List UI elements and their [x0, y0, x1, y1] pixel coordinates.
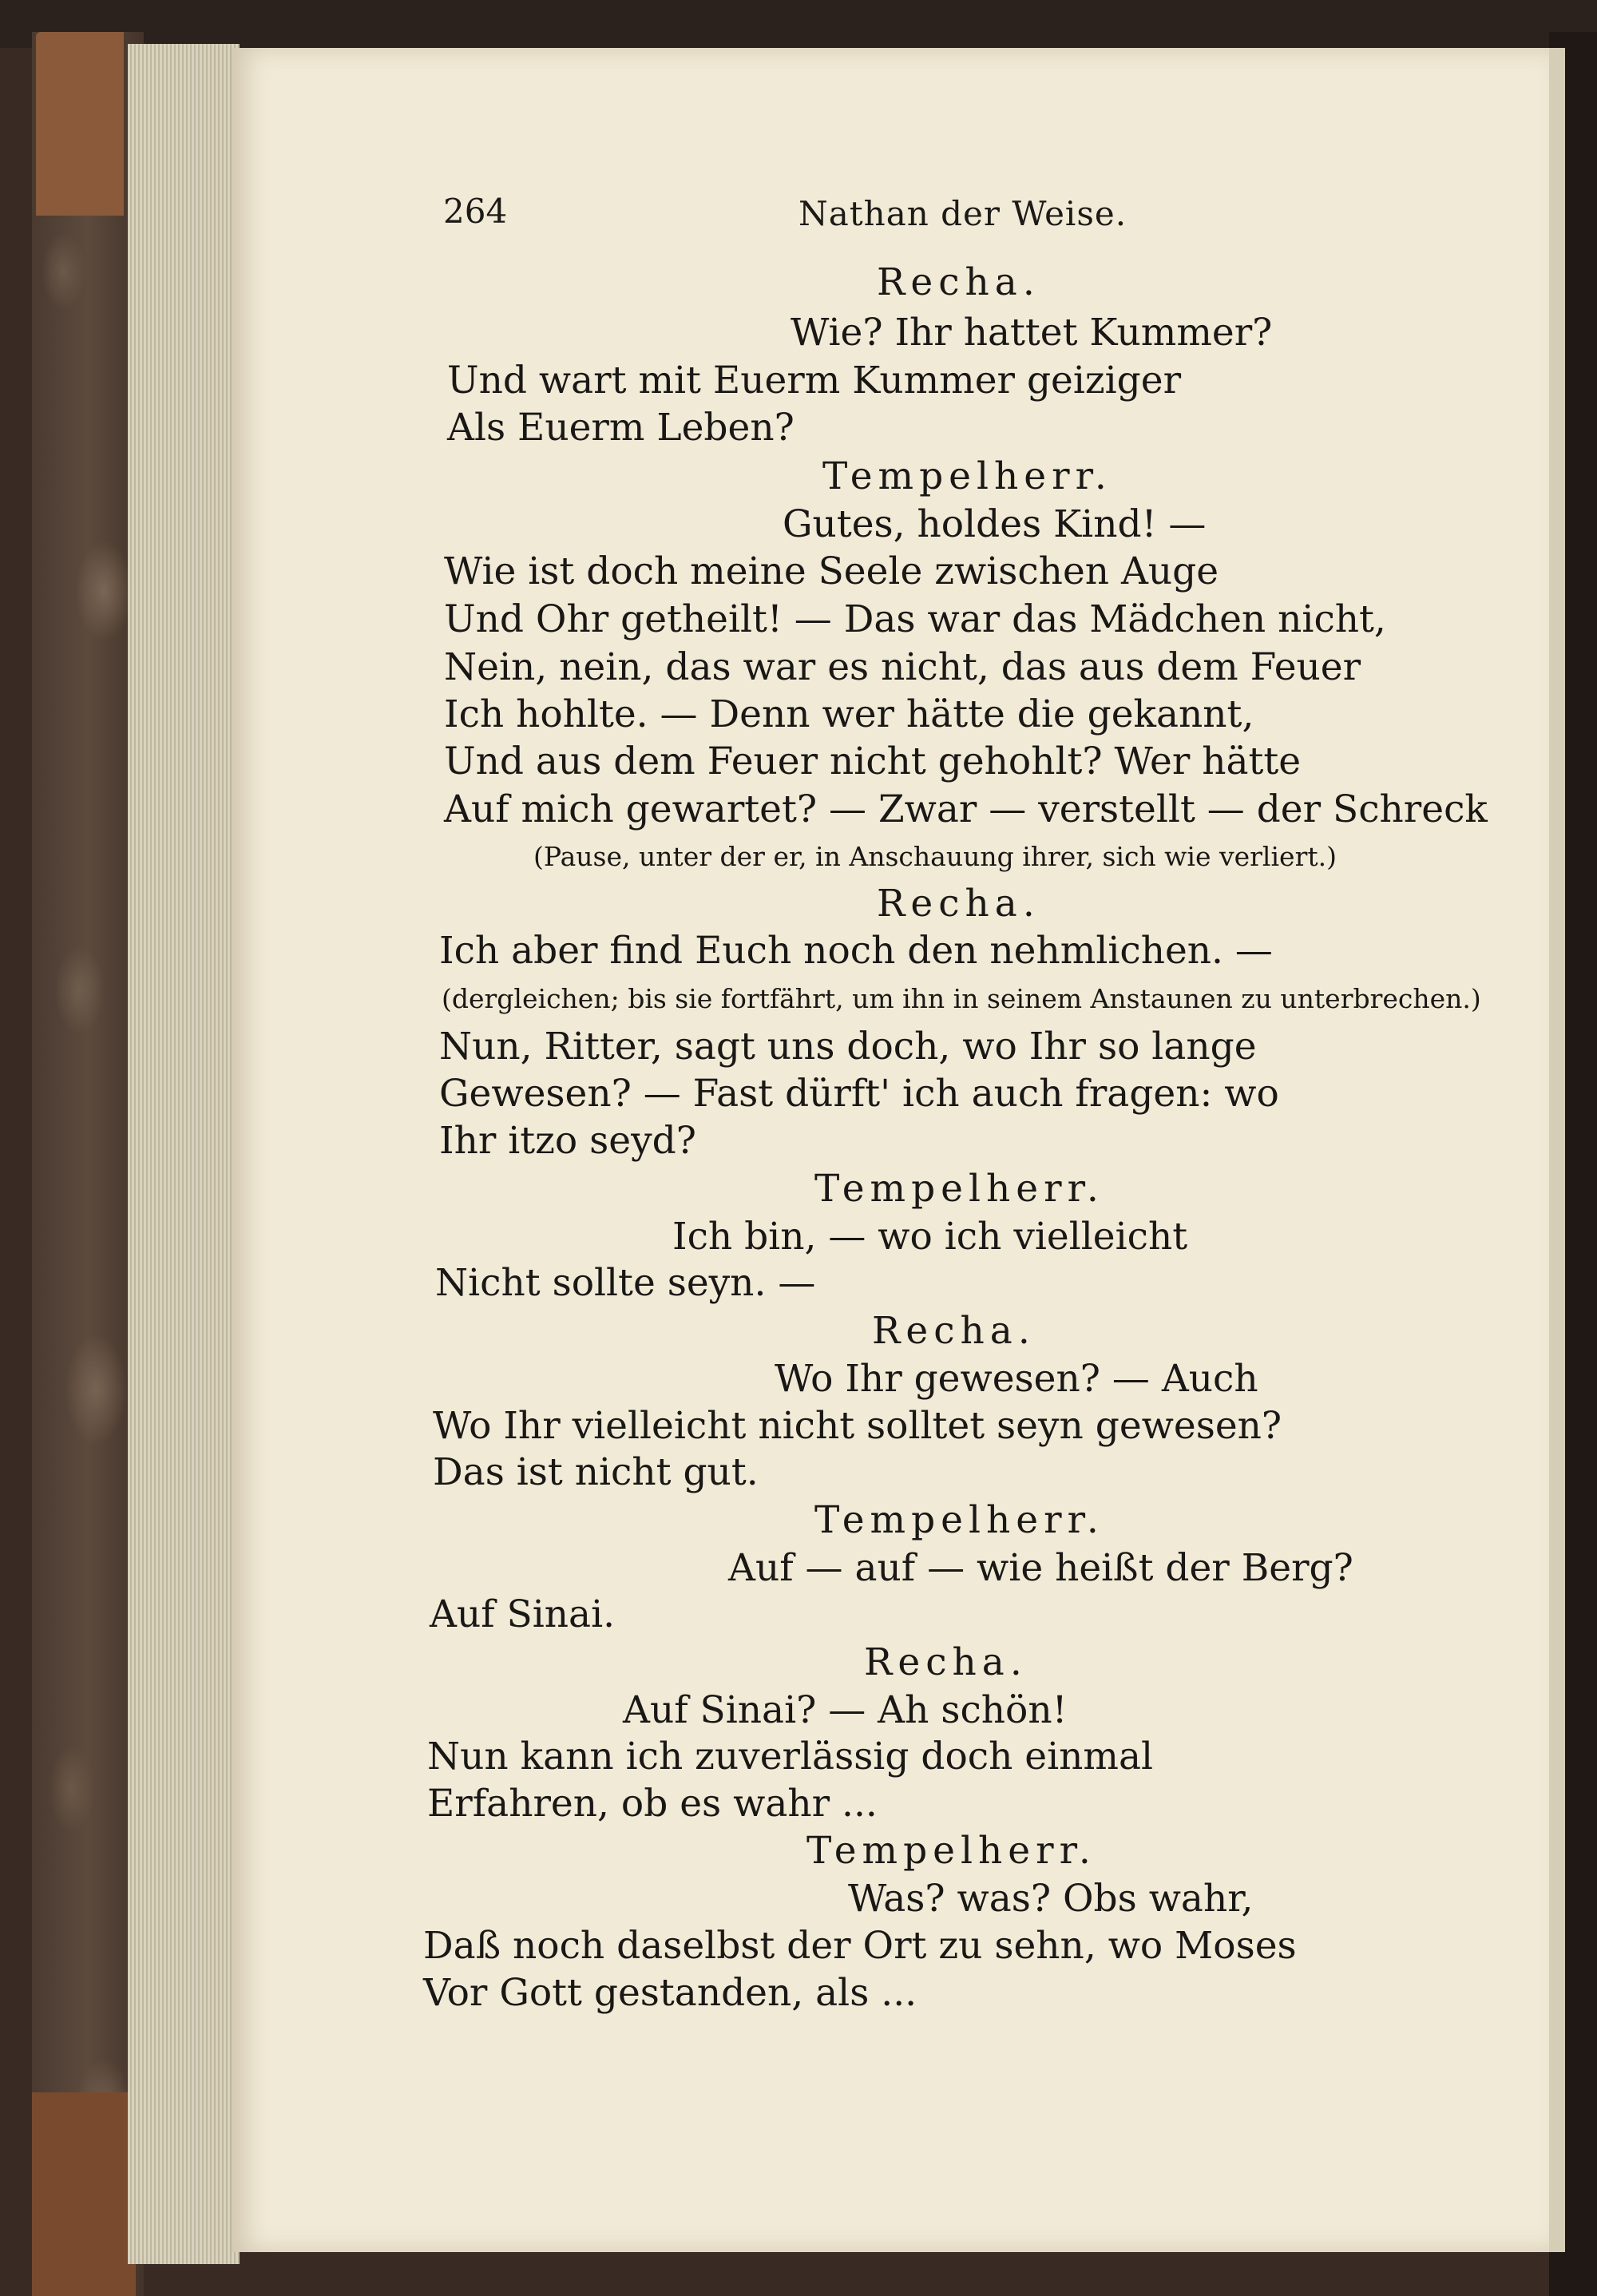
stage-direction: (dergleichen; bis sie fortfährt, um ihn in seinem Anstaunen zu unterbrechen.) [442, 983, 1481, 1014]
verse-line: Vor Gott gestanden, als ... [423, 1971, 917, 2015]
speaker-name: Tempelherr. [822, 454, 1112, 498]
book-cover-top [0, 0, 1597, 48]
verse-line: Auf Sinai. [430, 1592, 616, 1636]
verse-line: Gewesen? — Fast dürft' ich auch fragen: wo [439, 1072, 1279, 1116]
verse-line: Und wart mit Euerm Kummer geiziger [447, 359, 1182, 402]
leather-corner-bottom [32, 2092, 136, 2296]
speaker-name: Recha. [864, 1640, 1028, 1684]
leather-corner-top [36, 32, 124, 216]
verse-line: Ihr itzo seyd? [439, 1119, 696, 1163]
page-right-edge [1549, 48, 1565, 2252]
verse-line: Nein, nein, das war es nicht, das aus dem Feuer [444, 645, 1361, 689]
verse-line: Und Ohr getheilt! — Das war das Mädchen nicht, [444, 597, 1386, 641]
speaker-name: Recha. [877, 260, 1040, 304]
verse-line: Auf — auf — wie heißt der Berg? [728, 1546, 1353, 1590]
verse-line: Auf mich gewartet? — Zwar — verstellt — der Schreck [444, 787, 1488, 831]
verse-line: Als Euerm Leben? [447, 406, 795, 450]
verse-line: Daß noch daselbst der Ort zu sehn, wo Moses [423, 1924, 1297, 1968]
speaker-name: Tempelherr. [814, 1167, 1104, 1211]
page-number: 264 [443, 192, 508, 231]
verse-line: Wie ist doch meine Seele zwischen Auge [444, 549, 1219, 593]
verse-line: Ich hohlte. — Denn wer hätte die gekannt, [444, 692, 1254, 736]
stage-direction: (Pause, unter der er, in Anschauung ihrer, sich wie verliert.) [533, 841, 1337, 872]
page-edges [128, 44, 240, 2264]
verse-line: Wie? Ihr hattet Kummer? [791, 311, 1273, 355]
verse-line: Und aus dem Feuer nicht gehohlt? Wer hätte [444, 740, 1302, 783]
speaker-name: Tempelherr. [814, 1498, 1104, 1542]
speaker-name: Recha. [877, 882, 1040, 926]
verse-line: Nun kann ich zuverlässig doch einmal [427, 1735, 1154, 1779]
verse-line: Gutes, holdes Kind! — [783, 502, 1207, 546]
verse-line: Ich bin, — wo ich vielleicht [672, 1215, 1188, 1259]
running-title: Nathan der Weise. [798, 194, 1127, 233]
verse-line: Wo Ihr vielleicht nicht solltet seyn gewesen? [433, 1404, 1282, 1448]
verse-line: Ich aber find Euch noch den nehmlichen. — [439, 929, 1273, 973]
verse-line: Wo Ihr gewesen? — Auch [775, 1357, 1258, 1401]
verse-line: Nun, Ritter, sagt uns doch, wo Ihr so lange [439, 1025, 1257, 1069]
verse-line: Nicht sollte seyn. — [435, 1261, 816, 1305]
speaker-name: Recha. [872, 1309, 1036, 1353]
speaker-name: Tempelherr. [806, 1829, 1096, 1873]
verse-line: Erfahren, ob es wahr ... [427, 1782, 878, 1826]
verse-line: Das ist nicht gut. [433, 1450, 759, 1494]
verse-line: Was? was? Obs wahr, [848, 1877, 1254, 1921]
verse-line: Auf Sinai? — Ah schön! [623, 1688, 1068, 1732]
marbled-cover [32, 32, 144, 2296]
